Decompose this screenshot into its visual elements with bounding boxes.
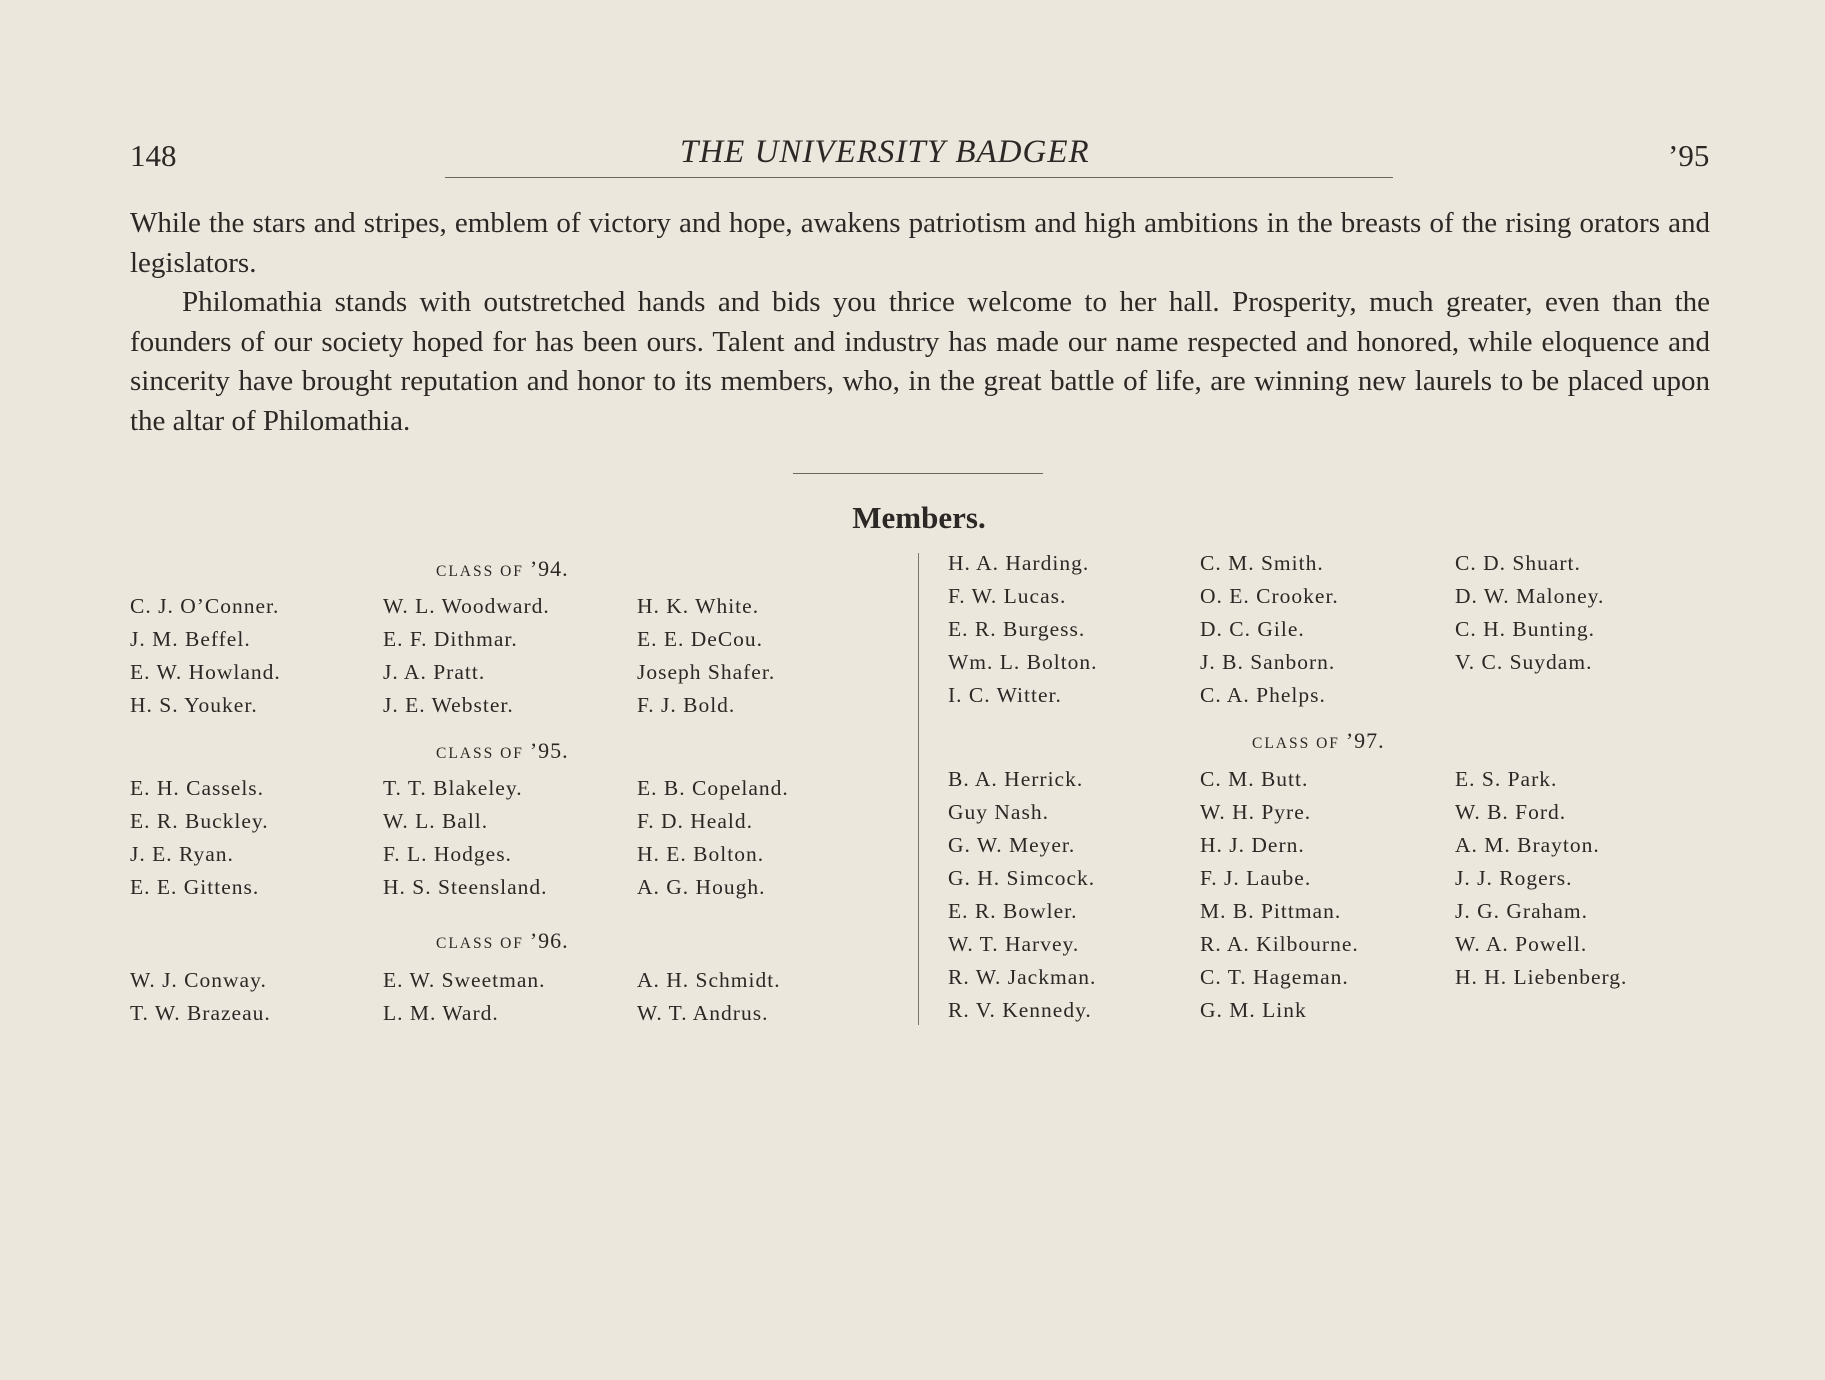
member-name: W. L. Woodward. — [383, 594, 550, 618]
member-list-94-col1 — [130, 590, 281, 722]
member-name: B. A. Herrick. — [948, 767, 1084, 791]
member-list-95-col2 — [383, 772, 548, 904]
member-name: I. C. Witter. — [948, 683, 1062, 707]
running-title: THE UNIVERSITY BADGER — [680, 134, 1090, 170]
member-name: H. S. Youker. — [130, 693, 258, 717]
member-name: J. G. Graham. — [1455, 899, 1589, 923]
member-list-96-col6 — [1455, 547, 1604, 679]
member-name: E. W. Howland. — [130, 660, 281, 684]
member-name: C. D. Shuart. — [1455, 551, 1581, 575]
member-list-94-col2 — [383, 590, 550, 722]
member-name: J. M. Beffel. — [130, 627, 251, 651]
member-name: R. A. Kilbourne. — [1200, 932, 1359, 956]
member-name: G. M. Link — [1200, 998, 1307, 1022]
member-name: C. M. Butt. — [1200, 767, 1309, 791]
member-name: J. A. Pratt. — [383, 660, 486, 684]
class-label-96 — [436, 928, 569, 954]
class-label-97 — [1252, 728, 1385, 754]
member-name: C. M. Smith. — [1200, 551, 1324, 575]
class-label-95 — [436, 738, 569, 764]
member-name: F. J. Bold. — [637, 693, 736, 717]
member-name: W. J. Conway. — [130, 968, 267, 992]
member-name: Guy Nash. — [948, 800, 1049, 824]
section-divider — [793, 473, 1043, 474]
page-number: 148 — [130, 138, 177, 173]
member-name: W. B. Ford. — [1455, 800, 1567, 824]
member-name: H. E. Bolton. — [637, 842, 765, 866]
member-name: M. B. Pittman. — [1200, 899, 1342, 923]
member-name: E. H. Cassels. — [130, 776, 265, 800]
member-name: H. J. Dern. — [1200, 833, 1305, 857]
member-name: H. H. Liebenberg. — [1455, 965, 1628, 989]
class-label-text: CLASS OF — [436, 935, 524, 952]
member-name: E. R. Burgess. — [948, 617, 1086, 641]
class-year: ’97. — [1345, 728, 1385, 753]
member-name: F. L. Hodges. — [383, 842, 512, 866]
member-name: G. H. Simcock. — [948, 866, 1096, 890]
member-name: L. M. Ward. — [383, 1001, 499, 1025]
member-name: W. H. Pyre. — [1200, 800, 1312, 824]
member-name: D. W. Maloney. — [1455, 584, 1605, 608]
member-name: E. S. Park. — [1455, 767, 1558, 791]
members-heading: Members. — [852, 500, 986, 535]
member-list-96-col3 — [637, 964, 781, 1030]
member-name: H. K. White. — [637, 594, 760, 618]
member-name: A. M. Brayton. — [1455, 833, 1600, 857]
class-label-text: CLASS OF — [1252, 735, 1340, 752]
member-name: F. W. Lucas. — [948, 584, 1067, 608]
class-label-text: CLASS OF — [436, 563, 524, 580]
member-list-96-col4 — [948, 547, 1098, 712]
member-name: Wm. L. Bolton. — [948, 650, 1098, 674]
body-text — [130, 204, 1710, 441]
member-name: J. B. Sanborn. — [1200, 650, 1336, 674]
member-name: C. H. Bunting. — [1455, 617, 1596, 641]
column-divider — [918, 553, 919, 1025]
member-name: E. R. Bowler. — [948, 899, 1078, 923]
member-list-95-col1 — [130, 772, 269, 904]
member-name: V. C. Suydam. — [1455, 650, 1593, 674]
member-name: A. G. Hough. — [637, 875, 766, 899]
member-list-97-col3 — [1455, 763, 1627, 994]
member-list-96-col1 — [130, 964, 271, 1030]
member-name: C. A. Phelps. — [1200, 683, 1326, 707]
member-name: E. W. Sweetman. — [383, 968, 546, 992]
member-name: J. E. Ryan. — [130, 842, 234, 866]
member-name: E. R. Buckley. — [130, 809, 269, 833]
paragraph: While the stars and stripes, emblem of victory and hope, awakens patriotism and high ambitions in the breasts of the rising orators and legislators. — [130, 207, 1710, 279]
member-name: F. J. Laube. — [1200, 866, 1312, 890]
member-name: E. E. DeCou. — [637, 627, 764, 651]
class-year: ’94. — [529, 556, 569, 581]
member-name: E. B. Copeland. — [637, 776, 789, 800]
member-name: E. F. Dithmar. — [383, 627, 518, 651]
member-name: T. W. Brazeau. — [130, 1001, 271, 1025]
member-name: D. C. Gile. — [1200, 617, 1305, 641]
member-name: W. L. Ball. — [383, 809, 489, 833]
member-name: F. D. Heald. — [637, 809, 753, 833]
year-mark: ’95 — [1668, 138, 1710, 173]
paragraph: Philomathia stands with outstretched hands and bids you thrice welcome to her hall. Prosperity, much greater, even than the founders of our society hoped for has been ours. Talent and industry has made our name respected and honored, while eloquence and sincerity have brought reputation and honor to its members, who, in the great battle of life, are winning new laurels to be placed upon the altar of Philomathia. — [130, 286, 1710, 437]
class-year: ’95. — [529, 738, 569, 763]
member-name: W. T. Harvey. — [948, 932, 1080, 956]
member-name: W. A. Powell. — [1455, 932, 1588, 956]
member-name: O. E. Crooker. — [1200, 584, 1339, 608]
member-name: C. T. Hageman. — [1200, 965, 1349, 989]
member-name: J. E. Webster. — [383, 693, 514, 717]
member-name: A. H. Schmidt. — [637, 968, 781, 992]
class-label-text: CLASS OF — [436, 745, 524, 762]
header-rule — [445, 177, 1393, 178]
member-name: W. T. Andrus. — [637, 1001, 769, 1025]
member-name: R. V. Kennedy. — [948, 998, 1092, 1022]
class-label-94 — [436, 556, 569, 582]
member-name: R. W. Jackman. — [948, 965, 1097, 989]
member-name: H. A. Harding. — [948, 551, 1090, 575]
member-name: T. T. Blakeley. — [383, 776, 523, 800]
member-list-95-col3 — [637, 772, 789, 904]
member-list-94-col3 — [637, 590, 775, 722]
member-name: Joseph Shafer. — [637, 660, 776, 684]
member-name: E. E. Gittens. — [130, 875, 260, 899]
member-name: H. S. Steensland. — [383, 875, 548, 899]
member-list-96-col5 — [1200, 547, 1339, 712]
class-year: ’96. — [529, 928, 569, 953]
member-name: C. J. O’Conner. — [130, 594, 280, 618]
member-name: G. W. Meyer. — [948, 833, 1076, 857]
member-list-97-col2 — [1200, 763, 1359, 1027]
member-list-96-col2 — [383, 964, 546, 1030]
member-name: J. J. Rogers. — [1455, 866, 1573, 890]
member-list-97-col1 — [948, 763, 1096, 1027]
